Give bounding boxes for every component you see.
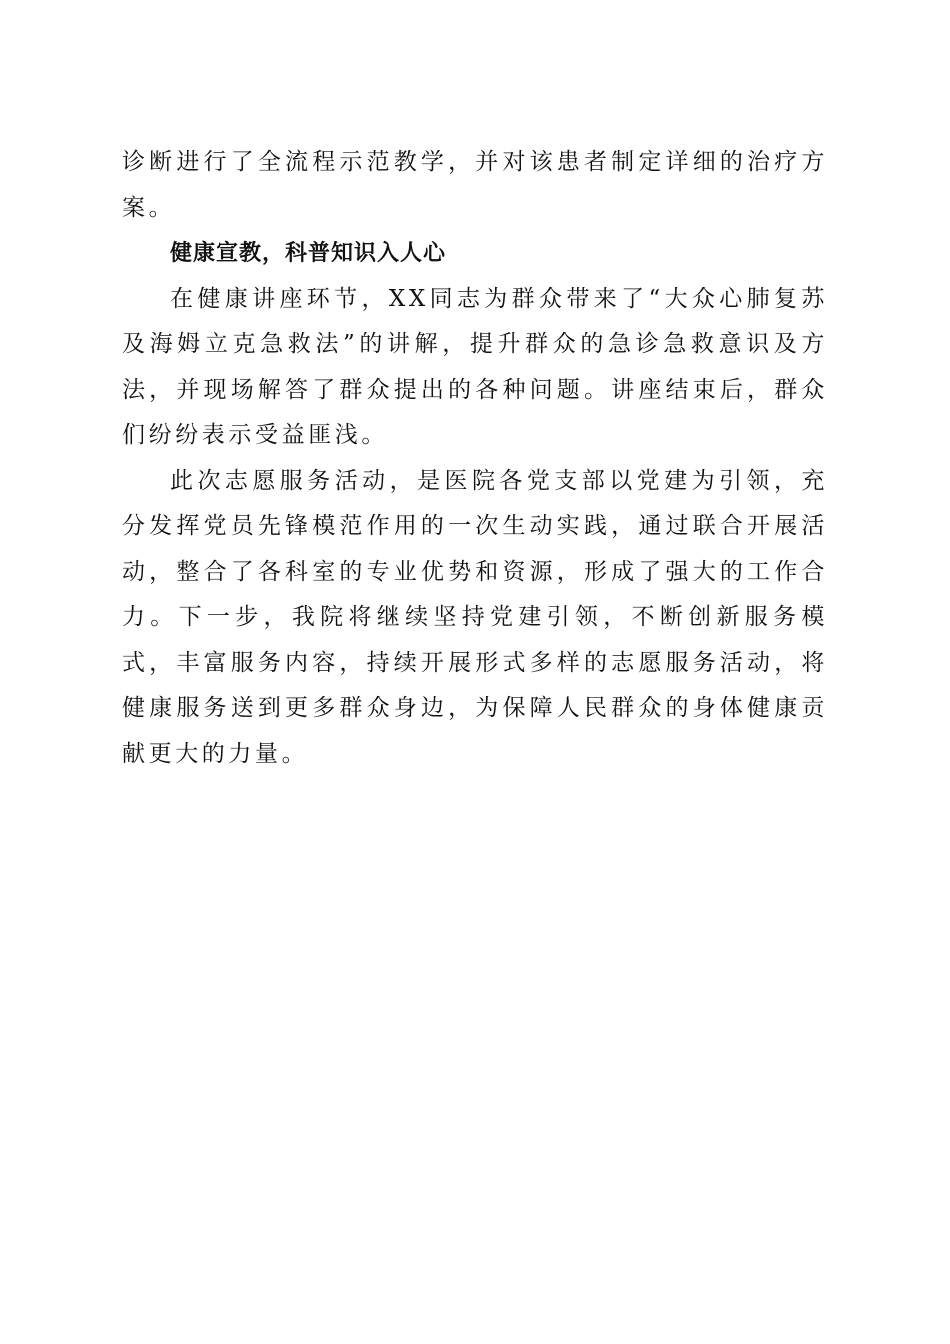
section-heading: 健康宣教，科普知识入人心 (170, 241, 447, 266)
body-paragraph-continued: 诊断进行了全流程示范教学，并对该患者制定详细的治疗方案。 (122, 149, 828, 221)
body-paragraph-lecture: 在健康讲座环节，XX同志为群众带来了“大众心肺复苏及海姆立克急救法”的讲解，提升群众的急诊急救意识及方法，并现场解答了群众提出的各种问题。讲座结束后，群众们纷纷表示受益匪浅。 (122, 285, 828, 448)
body-paragraph-summary: 此次志愿服务活动，是医院各党支部以党建为引领，充分发挥党员先锋模范作用的一次生动实践，通过联合开展活动，整合了各科室的专业优势和资源，形成了强大的工作合力。下一步，我院将继续坚持党建引领，不断创新服务模式，丰富服务内容，持续开展形式多样的志愿服务活动，将健康服务送到更多群众身边，为保障人民群众的身体健康贡献更大的力量。 (122, 467, 828, 767)
document-page (122, 140, 828, 777)
